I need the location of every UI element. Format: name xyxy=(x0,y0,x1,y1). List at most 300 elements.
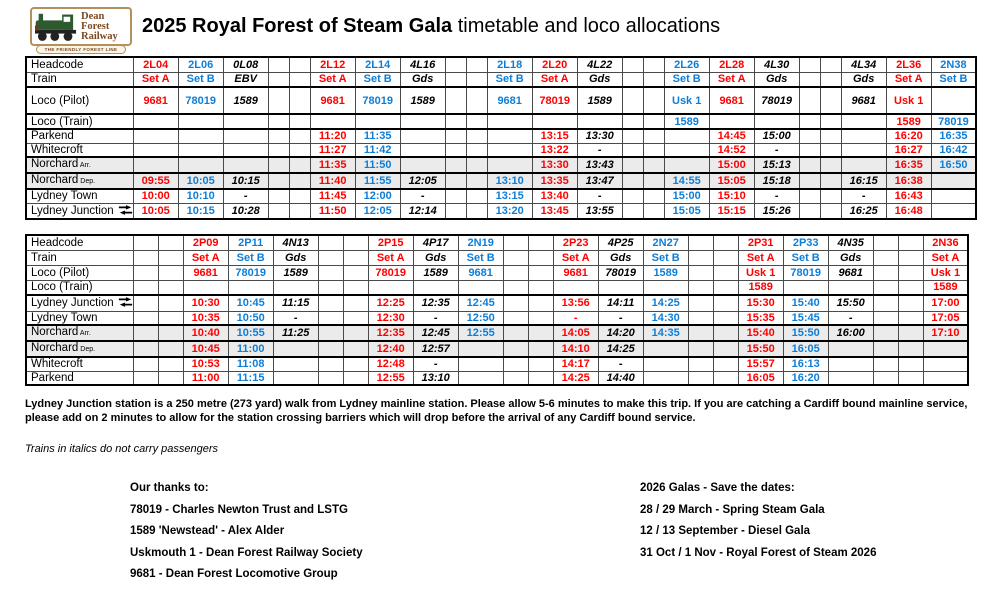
loco-cell xyxy=(355,114,400,129)
headcode-cell: 2L20 xyxy=(532,57,577,72)
gap-cell xyxy=(873,250,898,265)
gap-cell xyxy=(158,295,183,311)
gap-cell xyxy=(289,129,310,143)
gap-cell xyxy=(528,295,553,311)
row-label: Norchard Dep. xyxy=(26,173,133,189)
gap-cell xyxy=(688,280,713,295)
time-cell xyxy=(178,143,223,157)
gap-cell xyxy=(466,173,487,189)
time-cell: 15:00 xyxy=(664,189,709,203)
gap-cell xyxy=(268,173,289,189)
gap-cell xyxy=(133,265,158,280)
loco-cell xyxy=(598,280,643,295)
time-cell: 10:05 xyxy=(178,173,223,189)
gap-cell xyxy=(713,235,738,250)
gap-cell xyxy=(713,295,738,311)
gap-cell xyxy=(713,325,738,341)
gap-cell xyxy=(799,57,820,72)
gap-cell xyxy=(158,250,183,265)
gap-cell xyxy=(466,72,487,87)
gap-cell xyxy=(688,325,713,341)
time-cell: 15:05 xyxy=(709,173,754,189)
time-cell: 10:15 xyxy=(178,203,223,219)
gap-cell xyxy=(318,280,343,295)
headcode-cell: 4N35 xyxy=(828,235,873,250)
gap-cell xyxy=(688,265,713,280)
loco-cell: 78019 xyxy=(368,265,413,280)
row-label: Norchard Arr. xyxy=(26,157,133,173)
loco-cell xyxy=(183,280,228,295)
row-label: Lydney Junction xyxy=(26,203,133,219)
time-cell: 14:25 xyxy=(553,371,598,385)
time-cell xyxy=(133,157,178,173)
row-label: Train xyxy=(26,72,133,87)
loco-cell xyxy=(273,280,318,295)
gap-cell xyxy=(268,143,289,157)
thanks-item: 9681 - Dean Forest Locomotive Group xyxy=(130,568,338,580)
time-cell xyxy=(828,357,873,371)
time-cell: 15:50 xyxy=(738,341,783,357)
train-set-cell: Gds xyxy=(413,250,458,265)
loco-cell xyxy=(487,114,532,129)
gap-cell xyxy=(445,114,466,129)
gap-cell xyxy=(622,87,643,114)
train-set-cell: Set B xyxy=(228,250,273,265)
gap-cell xyxy=(528,311,553,325)
gap-cell xyxy=(158,311,183,325)
gap-cell xyxy=(445,143,466,157)
gap-cell xyxy=(133,341,158,357)
time-cell: 14:05 xyxy=(553,325,598,341)
time-cell: 12:05 xyxy=(355,203,400,219)
gap-cell xyxy=(873,295,898,311)
time-cell: 16:42 xyxy=(931,143,976,157)
galas-item: 28 / 29 March - Spring Steam Gala xyxy=(640,503,825,516)
loco-cell xyxy=(553,280,598,295)
gap-cell xyxy=(503,325,528,341)
loco-cell: 9681 xyxy=(841,87,886,114)
headcode-cell: 2P23 xyxy=(553,235,598,250)
time-cell: - xyxy=(553,311,598,325)
gap-cell xyxy=(643,189,664,203)
gap-cell xyxy=(799,157,820,173)
loco-cell: 1589 xyxy=(738,280,783,295)
gap-cell xyxy=(343,295,368,311)
gap-cell xyxy=(873,371,898,385)
gap-cell xyxy=(898,357,923,371)
gap-cell xyxy=(643,157,664,173)
time-cell: 14:20 xyxy=(598,325,643,341)
headcode-cell: 2P09 xyxy=(183,235,228,250)
gap-cell xyxy=(318,265,343,280)
gap-cell xyxy=(643,87,664,114)
train-set-cell: Set B xyxy=(664,72,709,87)
gap-cell xyxy=(318,371,343,385)
train-set-cell: Gds xyxy=(841,72,886,87)
gap-cell xyxy=(643,143,664,157)
time-cell: 10:53 xyxy=(183,357,228,371)
gap-cell xyxy=(820,87,841,114)
headcode-cell: 2L06 xyxy=(178,57,223,72)
time-cell: 13:47 xyxy=(577,173,622,189)
gap-cell xyxy=(898,280,923,295)
time-cell: - xyxy=(413,311,458,325)
gap-cell xyxy=(643,114,664,129)
gap-cell xyxy=(268,57,289,72)
train-set-cell: Gds xyxy=(577,72,622,87)
gap-cell xyxy=(713,265,738,280)
time-cell xyxy=(223,129,268,143)
time-cell: 16:35 xyxy=(931,129,976,143)
loco-cell: 1589 xyxy=(273,265,318,280)
time-cell: 15:35 xyxy=(738,311,783,325)
time-cell xyxy=(841,129,886,143)
loco-cell xyxy=(228,280,273,295)
gap-cell xyxy=(466,87,487,114)
page-title-bold: 2025 Royal Forest of Steam Gala xyxy=(142,15,453,37)
gap-cell xyxy=(343,325,368,341)
time-cell: - xyxy=(841,189,886,203)
train-set-cell: EBV xyxy=(223,72,268,87)
time-cell: 12:57 xyxy=(413,341,458,357)
gap-cell xyxy=(873,280,898,295)
row-label: Headcode xyxy=(26,57,133,72)
time-cell xyxy=(841,143,886,157)
train-set-cell: Gds xyxy=(828,250,873,265)
time-cell: 16:05 xyxy=(738,371,783,385)
gap-cell xyxy=(343,357,368,371)
gap-cell xyxy=(799,173,820,189)
loco-cell xyxy=(783,280,828,295)
gap-cell xyxy=(133,235,158,250)
train-set-cell: Set A xyxy=(553,250,598,265)
gap-cell xyxy=(268,87,289,114)
time-cell: 13:22 xyxy=(532,143,577,157)
time-cell xyxy=(841,157,886,173)
gap-cell xyxy=(503,311,528,325)
row-label: Loco (Pilot) xyxy=(26,87,133,114)
gap-cell xyxy=(318,250,343,265)
time-cell: 11:08 xyxy=(228,357,273,371)
time-cell: 12:48 xyxy=(368,357,413,371)
row-label: Loco (Pilot) xyxy=(26,265,133,280)
time-cell: 13:45 xyxy=(532,203,577,219)
time-cell: 15:05 xyxy=(664,203,709,219)
gap-cell xyxy=(503,341,528,357)
loco-cell xyxy=(223,114,268,129)
gap-cell xyxy=(445,189,466,203)
gap-cell xyxy=(343,250,368,265)
national-rail-icon xyxy=(118,297,133,307)
time-cell: 16:48 xyxy=(886,203,931,219)
gap-cell xyxy=(289,114,310,129)
gap-cell xyxy=(622,57,643,72)
time-cell: 16:43 xyxy=(886,189,931,203)
dfr-logo xyxy=(30,7,132,54)
time-cell: 14:30 xyxy=(643,311,688,325)
time-cell: 12:40 xyxy=(368,341,413,357)
loco-cell: 9681 xyxy=(310,87,355,114)
headcode-cell: 2N27 xyxy=(643,235,688,250)
time-cell xyxy=(487,157,532,173)
time-cell: 11:40 xyxy=(310,173,355,189)
gap-cell xyxy=(445,157,466,173)
time-cell xyxy=(458,371,503,385)
footer xyxy=(0,478,1000,598)
gap-cell xyxy=(289,57,310,72)
gap-cell xyxy=(445,129,466,143)
train-set-cell: Set A xyxy=(133,72,178,87)
page-header xyxy=(0,0,1000,53)
gap-cell xyxy=(873,311,898,325)
gap-cell xyxy=(643,57,664,72)
gap-cell xyxy=(528,250,553,265)
gap-cell xyxy=(445,72,466,87)
time-cell: 13:10 xyxy=(413,371,458,385)
time-cell: - xyxy=(273,311,318,325)
gap-cell xyxy=(820,129,841,143)
time-cell xyxy=(664,143,709,157)
loco-cell xyxy=(931,87,976,114)
gap-cell xyxy=(503,280,528,295)
headcode-cell: 0L08 xyxy=(223,57,268,72)
gap-cell xyxy=(133,250,158,265)
time-cell: 17:00 xyxy=(923,295,968,311)
time-cell: 16:20 xyxy=(783,371,828,385)
time-cell: 12:55 xyxy=(368,371,413,385)
loco-cell: 9681 xyxy=(487,87,532,114)
loco-cell: 78019 xyxy=(931,114,976,129)
time-cell: 12:55 xyxy=(458,325,503,341)
thanks-block xyxy=(130,478,363,586)
gap-cell xyxy=(820,189,841,203)
time-cell xyxy=(643,371,688,385)
time-cell: 12:14 xyxy=(400,203,445,219)
time-cell xyxy=(487,143,532,157)
time-cell: - xyxy=(577,189,622,203)
time-cell xyxy=(400,143,445,157)
time-cell xyxy=(931,203,976,219)
train-set-cell: Gds xyxy=(400,72,445,87)
gap-cell xyxy=(503,250,528,265)
gap-cell xyxy=(528,341,553,357)
time-cell: 13:43 xyxy=(577,157,622,173)
galas-block xyxy=(640,478,876,564)
gap-cell xyxy=(713,341,738,357)
loco-cell: Usk 1 xyxy=(886,87,931,114)
gap-cell xyxy=(622,143,643,157)
time-cell: 11:00 xyxy=(183,371,228,385)
dfr-logo-box xyxy=(30,7,132,46)
gap-cell xyxy=(873,341,898,357)
time-cell xyxy=(273,357,318,371)
time-cell: - xyxy=(754,143,799,157)
time-cell: 17:10 xyxy=(923,325,968,341)
gap-cell xyxy=(466,114,487,129)
gap-cell xyxy=(466,129,487,143)
time-cell: 15:40 xyxy=(738,325,783,341)
gap-cell xyxy=(643,173,664,189)
headcode-cell: 2P31 xyxy=(738,235,783,250)
gap-cell xyxy=(343,235,368,250)
time-cell: 15:18 xyxy=(754,173,799,189)
gap-cell xyxy=(268,72,289,87)
gap-cell xyxy=(158,280,183,295)
time-cell: 12:45 xyxy=(458,295,503,311)
time-cell: 10:10 xyxy=(178,189,223,203)
headcode-cell: 2L04 xyxy=(133,57,178,72)
row-label: Norchard Dep. xyxy=(26,341,133,357)
loco-cell: 9681 xyxy=(183,265,228,280)
gap-cell xyxy=(445,87,466,114)
time-cell xyxy=(223,143,268,157)
train-set-cell: Gds xyxy=(598,250,643,265)
train-set-cell: Set B xyxy=(178,72,223,87)
gap-cell xyxy=(133,325,158,341)
loco-cell xyxy=(178,114,223,129)
time-cell: - xyxy=(598,311,643,325)
gap-cell xyxy=(873,265,898,280)
row-label: Lydney Town xyxy=(26,311,133,325)
row-label: Whitecroft xyxy=(26,143,133,157)
time-cell: - xyxy=(754,189,799,203)
gap-cell xyxy=(898,325,923,341)
thanks-item: 1589 'Newstead' - Alex Alder xyxy=(130,525,285,537)
time-cell xyxy=(178,157,223,173)
time-cell xyxy=(664,157,709,173)
headcode-cell: 2L14 xyxy=(355,57,400,72)
loco-cell xyxy=(643,280,688,295)
time-cell: 13:10 xyxy=(487,173,532,189)
time-cell: 11:50 xyxy=(310,203,355,219)
headcode-cell: 4P17 xyxy=(413,235,458,250)
loco-cell xyxy=(577,114,622,129)
gap-cell xyxy=(158,325,183,341)
loco-cell: 1589 xyxy=(400,87,445,114)
gap-cell xyxy=(503,295,528,311)
time-cell: 11:20 xyxy=(310,129,355,143)
headcode-cell: 4L16 xyxy=(400,57,445,72)
gap-cell xyxy=(799,189,820,203)
headcode-cell: 2L12 xyxy=(310,57,355,72)
thanks-title: Our thanks to: xyxy=(130,482,209,494)
time-cell: 16:27 xyxy=(886,143,931,157)
loco-cell xyxy=(458,280,503,295)
time-cell: 13:30 xyxy=(532,157,577,173)
dfr-logo-tagline: THE FRIENDLY FOREST LINE xyxy=(36,45,126,54)
gap-cell xyxy=(268,129,289,143)
loco-cell xyxy=(828,280,873,295)
gap-cell xyxy=(503,357,528,371)
gap-cell xyxy=(133,357,158,371)
gap-cell xyxy=(343,265,368,280)
loco-cell xyxy=(841,114,886,129)
time-cell: 16:05 xyxy=(783,341,828,357)
loco-cell xyxy=(310,114,355,129)
gap-cell xyxy=(799,129,820,143)
train-set-cell: Set A xyxy=(183,250,228,265)
loco-cell xyxy=(413,280,458,295)
gap-cell xyxy=(133,311,158,325)
time-cell: 16:50 xyxy=(931,157,976,173)
row-label: Parkend xyxy=(26,371,133,385)
gap-cell xyxy=(133,371,158,385)
loco-cell: 78019 xyxy=(783,265,828,280)
timetable-up-trains xyxy=(25,234,969,386)
dfr-logo-text: Dean Forest Railway xyxy=(81,10,118,42)
gap-cell xyxy=(466,157,487,173)
gap-cell xyxy=(268,189,289,203)
time-cell xyxy=(643,341,688,357)
national-rail-icon xyxy=(118,205,133,215)
headcode-cell: 2N38 xyxy=(931,57,976,72)
gap-cell xyxy=(503,235,528,250)
headcode-cell: 2L28 xyxy=(709,57,754,72)
gap-cell xyxy=(820,72,841,87)
headcode-cell: 2P33 xyxy=(783,235,828,250)
gap-cell xyxy=(898,311,923,325)
gap-cell xyxy=(898,371,923,385)
time-cell: 10:28 xyxy=(223,203,268,219)
time-cell: 14:55 xyxy=(664,173,709,189)
time-cell: 13:15 xyxy=(532,129,577,143)
time-cell: 15:13 xyxy=(754,157,799,173)
gap-cell xyxy=(158,341,183,357)
gap-cell xyxy=(622,114,643,129)
time-cell: 13:56 xyxy=(553,295,598,311)
loco-cell: 9681 xyxy=(553,265,598,280)
time-cell xyxy=(400,157,445,173)
train-set-cell: Set B xyxy=(931,72,976,87)
row-label: Loco (Train) xyxy=(26,114,133,129)
loco-cell: 78019 xyxy=(598,265,643,280)
time-cell: 13:20 xyxy=(487,203,532,219)
time-cell: 11:00 xyxy=(228,341,273,357)
time-cell xyxy=(133,143,178,157)
time-cell: - xyxy=(828,311,873,325)
time-cell: 11:27 xyxy=(310,143,355,157)
gap-cell xyxy=(873,235,898,250)
time-cell xyxy=(487,129,532,143)
time-cell: 13:15 xyxy=(487,189,532,203)
time-cell: - xyxy=(223,189,268,203)
timetable-down-trains xyxy=(25,56,977,220)
gap-cell xyxy=(898,235,923,250)
headcode-cell: 2L18 xyxy=(487,57,532,72)
gap-cell xyxy=(528,280,553,295)
galas-item: 12 / 13 September - Diesel Gala xyxy=(640,525,811,537)
gap-cell xyxy=(799,203,820,219)
time-cell: 14:52 xyxy=(709,143,754,157)
time-cell: 10:15 xyxy=(223,173,268,189)
gap-cell xyxy=(688,235,713,250)
train-set-cell: Set B xyxy=(458,250,503,265)
row-label: Headcode xyxy=(26,235,133,250)
gap-cell xyxy=(820,157,841,173)
gap-cell xyxy=(622,157,643,173)
time-cell: 10:55 xyxy=(228,325,273,341)
loco-cell: 9681 xyxy=(133,87,178,114)
time-cell: 16:00 xyxy=(828,325,873,341)
thanks-item: Uskmouth 1 - Dean Forest Railway Society xyxy=(130,546,363,559)
gap-cell xyxy=(503,371,528,385)
time-cell: 14:45 xyxy=(709,129,754,143)
train-set-cell: Set A xyxy=(368,250,413,265)
time-cell xyxy=(400,129,445,143)
time-cell: 15:45 xyxy=(783,311,828,325)
time-cell xyxy=(458,341,503,357)
gap-cell xyxy=(688,341,713,357)
